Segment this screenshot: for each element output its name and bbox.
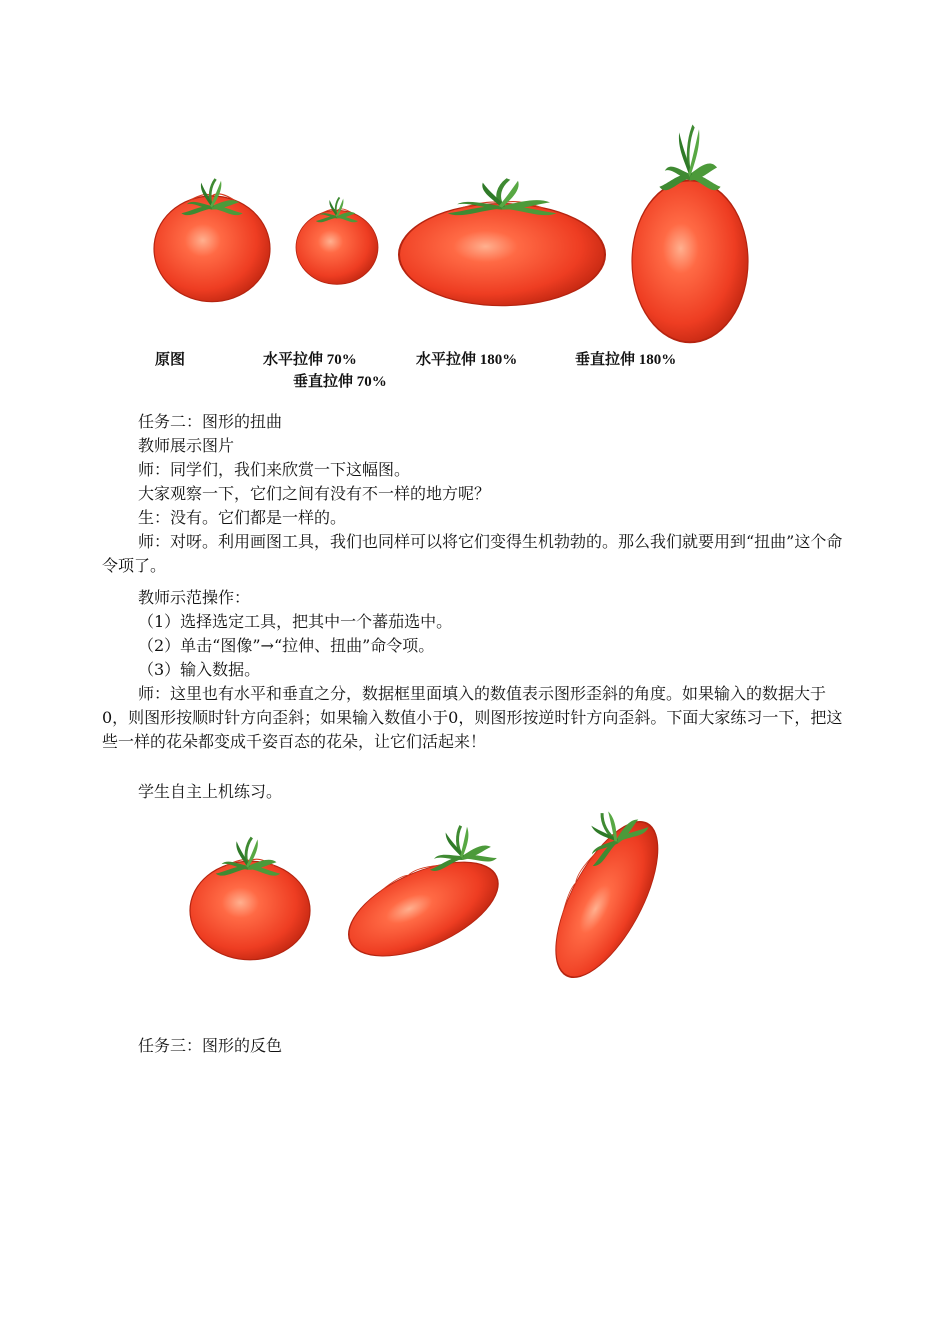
- paragraph: 师：对呀。利用画图工具，我们也同样可以将它们变得生机勃勃的。那么我们就要用到“扭曲”这个命令项了。: [102, 532, 843, 575]
- tomato-vertical-180: [628, 134, 752, 336]
- tomato-original: [152, 178, 272, 300]
- paragraph-task2-title: 任务二：图形的扭曲: [138, 412, 283, 431]
- caption-scale-70-vertical: 垂直拉伸 70%: [293, 374, 387, 390]
- caption-original: 原图: [155, 352, 186, 368]
- tomato-scaled-70: [294, 196, 380, 284]
- paragraph: 大家观察一下，它们之间有没有不一样的地方呢？: [138, 484, 491, 503]
- paragraph-task3-title: 任务三：图形的反色: [138, 1036, 283, 1055]
- paragraph: 教师展示图片: [138, 436, 235, 455]
- caption-scale-70-horizontal: 水平拉伸 70%: [263, 352, 357, 368]
- paragraph: 生：没有。它们都是一样的。: [138, 508, 347, 527]
- step-3: （3）输入数据。: [138, 660, 261, 679]
- tomato-unskewed: [186, 836, 314, 962]
- tomato-horizontal-180: [396, 180, 608, 302]
- paragraph: 教师示范操作：: [138, 588, 251, 607]
- step-1: （1）选择选定工具，把其中一个蕃茄选中。: [138, 612, 453, 631]
- caption-horizontal-180: 水平拉伸 180%: [416, 352, 518, 368]
- paragraph: 师：同学们，我们来欣赏一下这幅图。: [138, 460, 411, 479]
- tomato-skewed-vertical: [538, 814, 668, 974]
- paragraph: 师：这里也有水平和垂直之分，数据框里面填入的数值表示图形歪斜的角度。如果输入的数据大于0，则图形按顺时针方向歪斜；如果输入数值小于0，则图形按逆时针方向歪斜。下面大家练习一下，把这些一样的花朵都变成千姿百态的花朵，让它们活起来！: [102, 684, 843, 751]
- paragraph: 学生自主上机练习。: [138, 782, 283, 801]
- step-2: （2）单击“图像”→“拉伸、扭曲”命令项。: [138, 636, 435, 655]
- tomato-skewed-horizontal: [340, 830, 504, 962]
- caption-vertical-180: 垂直拉伸 180%: [575, 352, 677, 368]
